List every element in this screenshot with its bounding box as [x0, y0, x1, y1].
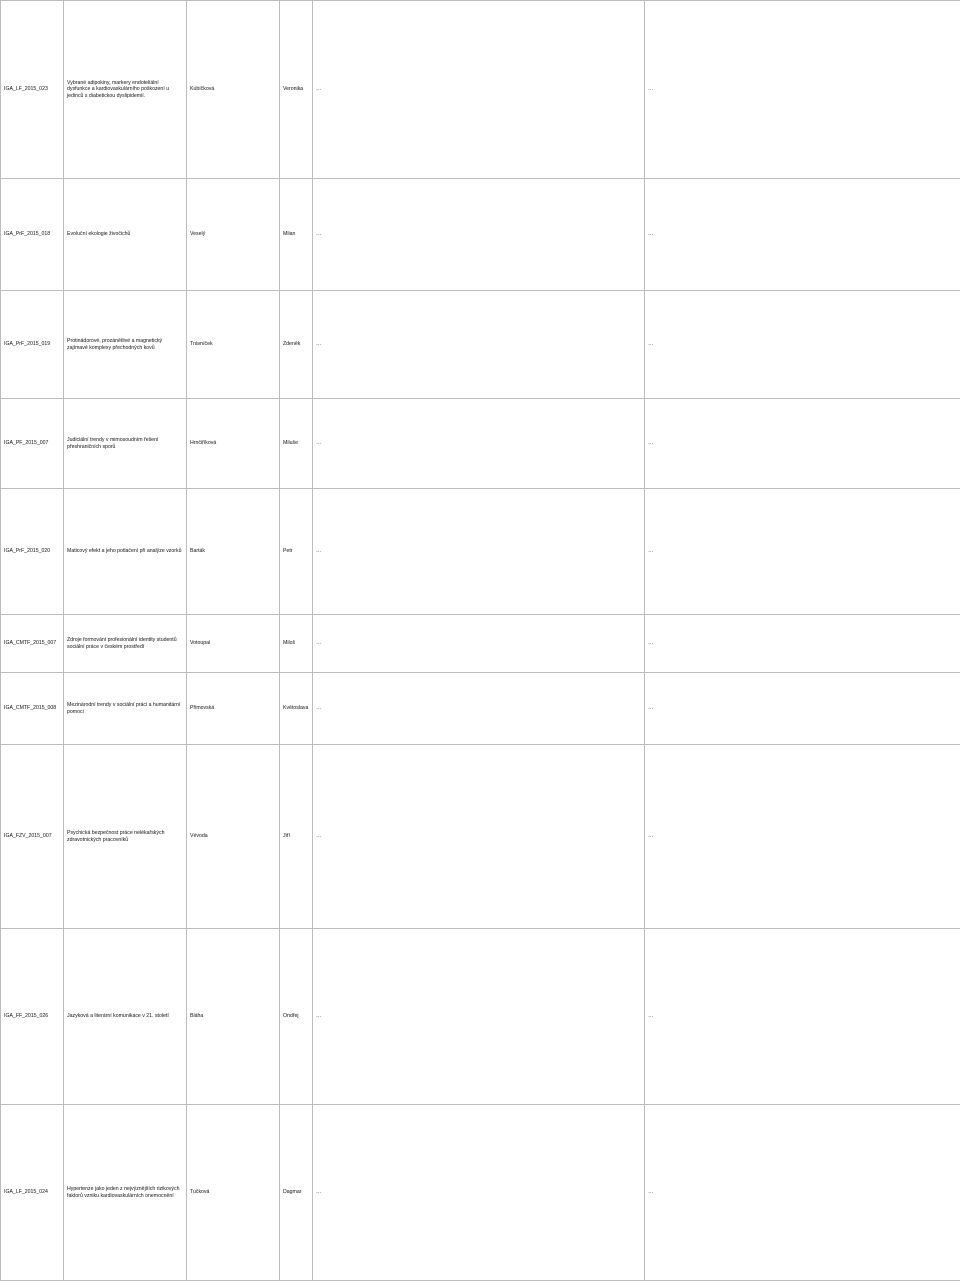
investigator-given-name-cell: Petr [280, 489, 313, 615]
table-row [1, 615, 960, 673]
project-id-cell: IGA_LF_2015_023 [1, 1, 64, 179]
annotation-cz-cell: … [313, 673, 645, 745]
investigator-surname-cell: Bláha [187, 929, 280, 1105]
project-title-cell: Protinádorové, prozánětlivé a magnetický zajímavé komplexy přechodných kovů [64, 291, 187, 399]
annotation-en-cell: … [645, 615, 960, 673]
annotation-en-cell: … [645, 179, 960, 291]
annotation-cz-cell: … [313, 399, 645, 489]
investigator-surname-cell: Kubíčková [187, 1, 280, 179]
project-title-cell: Zdroje formování profesionální identity studentů sociální práce v českém prostředí [64, 615, 187, 673]
table-row [1, 1, 960, 179]
project-id-cell: IGA_CMTF_2015_008 [1, 673, 64, 745]
project-id-cell: IGA_CMTF_2015_007 [1, 615, 64, 673]
investigator-given-name-cell: Zdeněk [280, 291, 313, 399]
investigator-given-name-cell: Ondřej [280, 929, 313, 1105]
project-title-cell: Vybrané adipokiny, markery endoteliální dysfunkce a kardiovaskulárního poškození u jedinců s diabetickou dyslipidemií. [64, 1, 187, 179]
annotation-en-cell: … [645, 399, 960, 489]
project-title-cell: Judiciální trendy v mimosoudním řešení přeshraničních sporů [64, 399, 187, 489]
project-title-cell: Evoluční ekologie živočichů [64, 179, 187, 291]
investigator-surname-cell: Vévoda [187, 745, 280, 929]
annotation-cz-cell: … [313, 1105, 645, 1281]
investigator-given-name-cell: Miloš [280, 615, 313, 673]
investigator-surname-cell: Barták [187, 489, 280, 615]
table-row [1, 673, 960, 745]
annotation-cz-cell: … [313, 489, 645, 615]
table-row [1, 399, 960, 489]
table-row [1, 1105, 960, 1281]
annotation-cz-cell: … [313, 615, 645, 673]
investigator-given-name-cell: Jiří [280, 745, 313, 929]
table-row [1, 929, 960, 1105]
annotation-en-cell: … [645, 1105, 960, 1281]
project-id-cell: IGA_PF_2015_007 [1, 399, 64, 489]
investigator-surname-cell: Přimovská [187, 673, 280, 745]
annotation-en-cell: … [645, 291, 960, 399]
project-title-cell: Hypertenze jako jeden z nejvýznějších rizikových faktorů vzniku kardiovaskulárních onemocnění [64, 1105, 187, 1281]
annotation-cz-cell: … [313, 179, 645, 291]
investigator-surname-cell: Veselý [187, 179, 280, 291]
project-title-cell: Mezinárodní trendy v sociální práci a humanitární pomoci [64, 673, 187, 745]
annotation-cz-cell: … [313, 745, 645, 929]
annotation-cz-cell: … [313, 1, 645, 179]
investigator-given-name-cell: Květoslava [280, 673, 313, 745]
annotation-en-cell: … [645, 489, 960, 615]
investigator-given-name-cell: Miluše [280, 399, 313, 489]
project-id-cell: IGA_FF_2015_026 [1, 929, 64, 1105]
table-row [1, 745, 960, 929]
project-id-cell: IGA_PrF_2015_019 [1, 291, 64, 399]
project-title-cell: Jazyková a literární komunikace v 21. století [64, 929, 187, 1105]
annotation-cz-cell: … [313, 929, 645, 1105]
investigator-given-name-cell: Milan [280, 179, 313, 291]
investigator-surname-cell: Trávníček [187, 291, 280, 399]
investigator-surname-cell: Hrnčiříková [187, 399, 280, 489]
annotation-cz-cell: … [313, 291, 645, 399]
table-row [1, 179, 960, 291]
investigator-surname-cell: Votoupal [187, 615, 280, 673]
investigator-surname-cell: Tučková [187, 1105, 280, 1281]
project-title-cell: Maticový efekt a jeho potlačení při analýze vzorků [64, 489, 187, 615]
project-id-cell: IGA_FZV_2015_007 [1, 745, 64, 929]
project-id-cell: IGA_PrF_2015_018 [1, 179, 64, 291]
annotation-en-cell: … [645, 929, 960, 1105]
table-row [1, 291, 960, 399]
investigator-given-name-cell: Dagmar [280, 1105, 313, 1281]
annotation-en-cell: … [645, 1, 960, 179]
annotation-en-cell: … [645, 673, 960, 745]
annotation-en-cell: … [645, 745, 960, 929]
project-id-cell: IGA_LF_2015_024 [1, 1105, 64, 1281]
project-title-cell: Psychická bezpečnost práce nelékařských zdravotnických pracovníků [64, 745, 187, 929]
table-row [1, 489, 960, 615]
investigator-given-name-cell: Veronika [280, 1, 313, 179]
project-id-cell: IGA_PrF_2015_020 [1, 489, 64, 615]
